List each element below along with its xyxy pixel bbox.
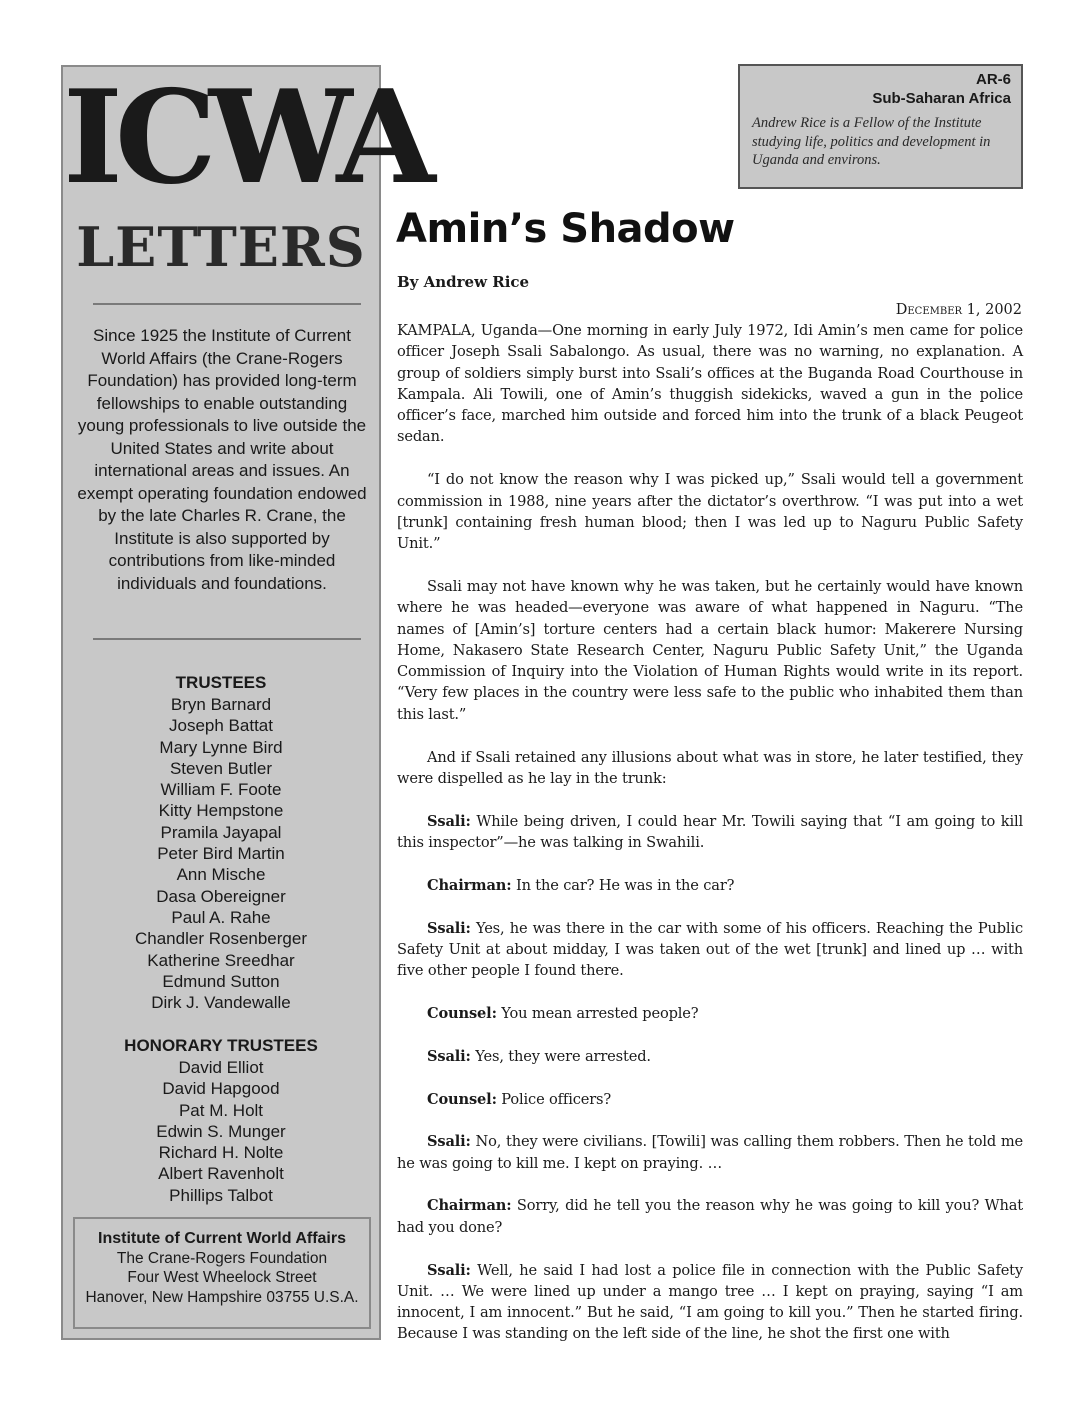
article-body	[397, 320, 1023, 1345]
speaker: Ssali:	[427, 1261, 471, 1279]
fellow-note: Andrew Rice is a Fellow of the Institute studying life, politics and development in Uganda and environs.	[752, 115, 991, 168]
testimony-text: Police officers?	[496, 1090, 612, 1108]
byline: By Andrew Rice	[397, 273, 530, 291]
trustee-name: Bryn Barnard	[170, 695, 272, 714]
honorary-trustee-name: David Elliot	[178, 1058, 264, 1077]
speaker: Counsel:	[427, 1090, 497, 1108]
sidebar	[61, 63, 428, 1340]
testimony-line	[397, 1131, 1023, 1174]
speaker: Chairman:	[427, 1197, 512, 1215]
testimony-line	[397, 1195, 1023, 1238]
trustee-name: Katherine Sreedhar	[147, 950, 295, 970]
icwa-logo: ICWA	[63, 63, 428, 213]
institute-name: Institute of Current World Affairs	[98, 1230, 346, 1247]
testimony-text: Yes, he was there in the car with some of his officers. Reaching the Public Safety Unit at about midday, I was taken out of the wet [trunk] and lined up … with five other people I found there.	[397, 919, 1023, 980]
testimony-line	[397, 875, 1023, 896]
speaker: Counsel:	[427, 1004, 497, 1022]
speaker: Ssali:	[427, 1047, 471, 1065]
paragraph: Ssali may not have known why he was taken, but he certainly would have known where he was headed—everyone was aware of what happened in Naguru. “The names of [Amin’s] torture centers had a certain black humor: Makerere Nursing Home, Nakasero State Research Center, Naguru Public Safety Unit,” the Uganda Commission of Inquiry into the Violation of Human Rights would write in its report. “Very few places in the country were less safe to the public who inhabited them than this last.”	[397, 577, 1023, 723]
address-line: The Crane-Rogers Foundation	[116, 1249, 328, 1267]
honorary-trustee-name: Pat M. Holt	[178, 1100, 264, 1120]
trustee-name: Dirk J. Vandewalle	[151, 993, 291, 1013]
honorary-trustee-name: Edwin S. Munger	[156, 1121, 286, 1141]
institute-address	[73, 1217, 371, 1329]
article-title: Amin’s Shadow	[396, 206, 735, 252]
trustee-name: Joseph Battat	[169, 716, 273, 736]
testimony-line	[397, 1003, 1023, 1024]
paragraph: KAMPALA, Uganda—One morning in early July 1972, Idi Amin’s men came for police officer Joseph Ssali Sabalongo. As usual, there was no warning, no explanation. A group of soldiers simply burst into Ssali’s offices at the Buganda Road Courthouse in Kampala. Ali Towili, one of Amin’s thuggish sidekicks, waved a gun in the police officer’s face, marched him outside and forced him into the trunk of a black Peugeot sedan.	[397, 322, 1023, 446]
honorary-trustee-name: Richard H. Nolte	[158, 1143, 284, 1163]
honorary-trustee-name: David Hapgood	[162, 1079, 280, 1099]
address-line: Hanover, New Hampshire 03755 U.S.A.	[85, 1288, 359, 1306]
report-region: Sub-Saharan Africa	[872, 90, 1011, 107]
sidebar-divider	[93, 303, 361, 305]
honorary-trustees-heading: HONORARY TRUSTEES	[124, 1036, 318, 1055]
trustee-name: Kitty Hempstone	[158, 801, 284, 821]
sidebar-divider	[93, 638, 361, 640]
paragraph: And if Ssali retained any illusions about what was in store, he later testified, they were dispelled as he lay in the trunk:	[397, 748, 1023, 787]
honorary-trustees-list	[63, 1057, 379, 1206]
trustee-name: Edmund Sutton	[162, 971, 280, 991]
trustee-name: Chandler Rosenberger	[135, 929, 307, 949]
testimony-text: While being driven, I could hear Mr. Towili saying that “I am going to kill this inspector”—he was talking in Swahili.	[397, 812, 1023, 851]
testimony-line	[397, 918, 1023, 982]
address-line: Four West Wheelock Street	[127, 1269, 317, 1286]
trustee-name: Mary Lynne Bird	[159, 737, 283, 757]
speaker: Ssali:	[427, 812, 471, 830]
trustee-name: Ann Mische	[176, 865, 266, 885]
testimony-text: No, they were civilians. [Towili] was calling them robbers. Then he told me he was going to kill me. I kept on praying. …	[397, 1133, 1023, 1172]
mission-statement: Since 1925 the Institute of Current World Affairs (the Crane-Rogers Foundation) has provided long-term fellowships to enable outstanding young professionals to live outside the United States and write about international areas and issues. An exempt operating foundation endowed by the late Charles R. Crane, the Institute is also supported by contributions from like-minded individuals and foundations.	[77, 326, 367, 593]
trustee-name: Paul A. Rahe	[171, 907, 271, 927]
trustee-name: Steven Butler	[169, 758, 273, 778]
letters-logo: LETTERS	[76, 215, 366, 279]
trustees-heading: TRUSTEES	[175, 673, 267, 692]
testimony-text: You mean arrested people?	[496, 1004, 699, 1022]
testimony-text: Yes, they were arrested.	[470, 1047, 651, 1065]
testimony-text: Well, he said I had lost a police file in connection with the Public Safety Unit. … We were lined up under a mango tree … I kept on praying, saying “I am innocent, I am innocent.” But he said, “I am going to kill you.” Then he started firing. Because I was standing on the left side of the line, he shot the first one with	[397, 1261, 1023, 1343]
testimony-line	[397, 1089, 1023, 1110]
trustee-name: Pramila Jayapal	[160, 822, 282, 842]
trustees-list	[63, 694, 379, 1013]
honorary-trustee-name: Phillips Talbot	[169, 1185, 273, 1205]
trustee-name: William F. Foote	[160, 780, 282, 800]
testimony-text: In the car? He was in the car?	[511, 876, 735, 894]
trustee-name: Peter Bird Martin	[157, 844, 285, 864]
testimony-text: Sorry, did he tell you the reason why he was going to kill you? What had you done?	[397, 1197, 1023, 1236]
paragraph: “I do not know the reason why I was picked up,” Ssali would tell a government commission in 1988, nine years after the dictator’s overthrow. “I was put into a wet [trunk] containing fresh human blood; then I was led up to Naguru Public Safety Unit.”	[397, 471, 1023, 553]
report-info-box	[738, 64, 1023, 189]
article-date: December 1, 2002	[895, 302, 1022, 318]
speaker: Ssali:	[427, 919, 471, 937]
speaker: Ssali:	[427, 1133, 471, 1151]
trustee-name: Dasa Obereigner	[156, 886, 286, 906]
honorary-trustee-name: Albert Ravenholt	[158, 1164, 284, 1184]
speaker: Chairman:	[427, 876, 512, 894]
testimony-line	[397, 811, 1023, 854]
testimony-line	[397, 1260, 1023, 1345]
report-code: AR-6	[975, 71, 1011, 88]
testimony-line	[397, 1046, 1023, 1067]
